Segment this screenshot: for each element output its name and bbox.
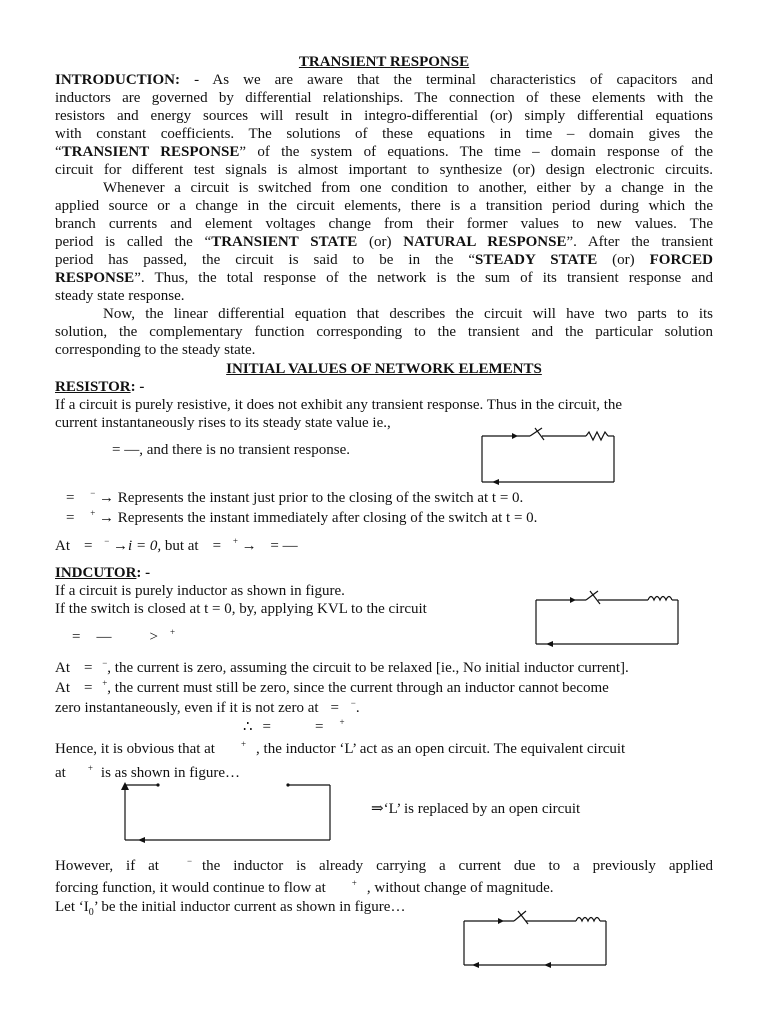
inductor-line-2: If the switch is closed at t = 0, by, applying KVL to the circuit [55,601,427,617]
intro-line-3: resistors and energy sources will result in integro-differential (or) simply differential equations [55,108,713,124]
inductor-let [55,898,405,922]
resistor-icon [586,432,608,440]
inductor-line-3 [55,699,360,718]
eq: = [84,660,93,676]
eq: = [84,538,93,554]
resistor-at-line [55,537,298,556]
para2-line-4 [55,233,713,251]
sup: + [169,627,176,637]
text: , the current is zero, assuming the circuit to be relaxed [ie., No initial inductor current]. [107,660,629,676]
sup: − [186,856,193,866]
para3-line-2: solution, the complementary function corresponding to the transient and the particular solution [55,324,713,340]
eq: = [330,700,339,716]
eq: = [315,719,324,735]
text: the inductor is already carrying a current due to a previously applied [202,858,713,874]
intro-text: - As we are aware that the terminal characteristics of capacitors and [194,72,713,88]
voltage-arrow-icon [546,641,553,647]
term-response: RESPONSE [55,270,135,286]
sup: − [104,536,110,546]
resistor-heading-suffix: : - [130,379,145,395]
sup: − [102,658,108,668]
inductor-hence [55,740,625,759]
resistor-plus-line [66,509,537,528]
inductor-heading-suffix: : - [136,565,151,581]
resistor-heading [55,378,144,396]
subscript: 0 [88,907,94,918]
period: . [355,700,360,716]
para2-line-6 [55,269,713,287]
para2-line-7: steady state response. [55,288,185,304]
inductor-heading-text: INDCUTOR [55,565,137,581]
eq: = [84,680,93,696]
resistor-circuit-diagram [478,426,618,486]
plus-text: → Represents the instant immediately after closing of the switch at t = 0. [99,510,538,526]
current-arrow-icon [498,918,504,924]
p2-text: (or) [357,234,404,250]
inductor-equation [72,628,175,647]
intro-line-2: inductors are governed by differential relationships. The connection of these elements with the [55,90,713,106]
intro-line-6: circuit for different test signals is almost important to synthesize (or) design electronic circuits. [55,162,713,178]
eq: = — [270,538,298,554]
eq-sign: = [66,510,75,526]
inductor-heading [55,564,150,582]
inductor-therefore [243,718,345,737]
resistor-equation: = —, and there is no transient response. [112,442,350,458]
inductor-at-plus [55,679,609,698]
inductor-icon [576,918,600,922]
open-terminal-icon [286,783,289,786]
eq: = [262,719,272,735]
p2-text: ”. After the transient [566,234,713,250]
open-circuit-diagram [120,780,335,845]
voltage-arrow-icon [492,479,499,485]
eq-sign: = [66,490,75,506]
sup: + [102,678,108,688]
replaced-note: ⇒‘L’ is replaced by an open circuit [371,801,581,817]
voltage-arrow-icon [121,782,129,790]
p2-text: (or) [597,252,650,268]
eq: = [212,538,222,554]
quote-open: “ [55,144,62,160]
para2-line-3: branch currents and element voltages change from their former values to new values. The [55,216,713,232]
initial-current-circuit-diagram [460,905,610,970]
text: forcing function, it would continue to flow at [55,880,326,896]
therefore: ∴ [243,719,253,735]
text: However, if at [55,858,159,874]
sup: + [240,739,247,749]
term-forced: FORCED [649,252,713,268]
text: Let ‘I [55,899,89,915]
para3-line-1: Now, the linear differential equation that describes the circuit will have two parts to its [103,306,713,322]
current-arrow-icon [570,597,576,603]
current-arrow-icon [138,837,145,843]
minus-sup: − [90,488,96,498]
at: At [55,660,70,676]
text: Hence, it is obvious that at [55,741,215,757]
p2-text: period is called the “ [55,234,212,250]
sup: + [232,536,238,546]
term-transient-response: TRANSIENT RESPONSE [61,144,240,160]
i-zero: i = 0, [128,538,162,554]
eq: = [72,629,81,645]
voltage-arrow-icon [472,962,479,968]
term-transient-state: TRANSIENT STATE [211,234,358,250]
voltage-arrow-icon [544,962,551,968]
resistor-line-1: If a circuit is purely resistive, it does not exhibit any transient response. Thus in the circuit, the [55,397,623,413]
at: at [55,765,66,781]
arrow: → [241,538,257,554]
minus-text: → Represents the instant just prior to the closing of the switch at t = 0. [99,490,524,506]
sup: − [350,698,356,708]
text: , the inductor ‘L’ act as an open circuit. The equivalent circuit [256,741,626,757]
intro-text: ” of the system of equations. The time – domain response of the [239,144,713,160]
intro-label: INTRODUCTION: [55,72,181,88]
resistor-minus-line [66,489,523,508]
plus-sup: + [90,508,96,518]
sup: + [87,763,93,773]
para3-line-3: corresponding to the steady state. [55,342,256,358]
inductor-icon [648,597,672,601]
para2-line-2: applied source or a change in the circuit elements, there is a transition period during which the [55,198,713,214]
intro-line-5 [55,143,713,161]
inductor-forcing [55,879,553,898]
para2-line-1: Whenever a circuit is switched from one condition to another, either by a change in the [103,180,713,196]
sup: + [351,878,357,888]
at: At [55,538,70,554]
inductor-however [55,857,713,876]
term-natural-response: NATURAL RESPONSE [403,234,567,250]
para2-line-5 [55,251,713,269]
gt: > [149,629,158,645]
frac: — [96,629,112,645]
text: zero instantaneously, even if it is not zero at [55,700,319,716]
at: At [55,680,70,696]
but-at: but at [164,538,199,554]
resistor-heading-text: RESISTOR [55,379,131,395]
text: ’ be the initial inductor current as shown in figure… [93,899,406,915]
intro-line-4: with constant coefficients. The solutions of these equations in time – domain gives the [55,126,713,142]
section-title-initial-values: INITIAL VALUES OF NETWORK ELEMENTS [226,361,542,377]
intro-line-1 [55,71,713,89]
p2-text: period has passed, the circuit is said to be in the “ [55,252,475,268]
sup: + [339,717,345,727]
text: is as shown in figure… [100,765,241,781]
p2-text: ”. Thus, the total response of the network is the sum of its transient response and [134,270,713,286]
text: , the current must still be zero, since the current through an inductor cannot become [107,680,609,696]
text: , without change of magnitude. [366,880,554,896]
inductor-line-1: If a circuit is purely inductor as shown in figure. [55,583,345,599]
page-title: TRANSIENT RESPONSE [298,54,470,70]
inductor-at-minus [55,659,629,678]
inductor-circuit-diagram [532,590,682,650]
term-steady-state: STEADY STATE [474,252,598,268]
arrow: → [113,538,129,554]
current-arrow-icon [512,433,518,439]
open-terminal-icon [156,783,159,786]
resistor-line-2: current instantaneously rises to its steady state value ie., [55,415,391,431]
